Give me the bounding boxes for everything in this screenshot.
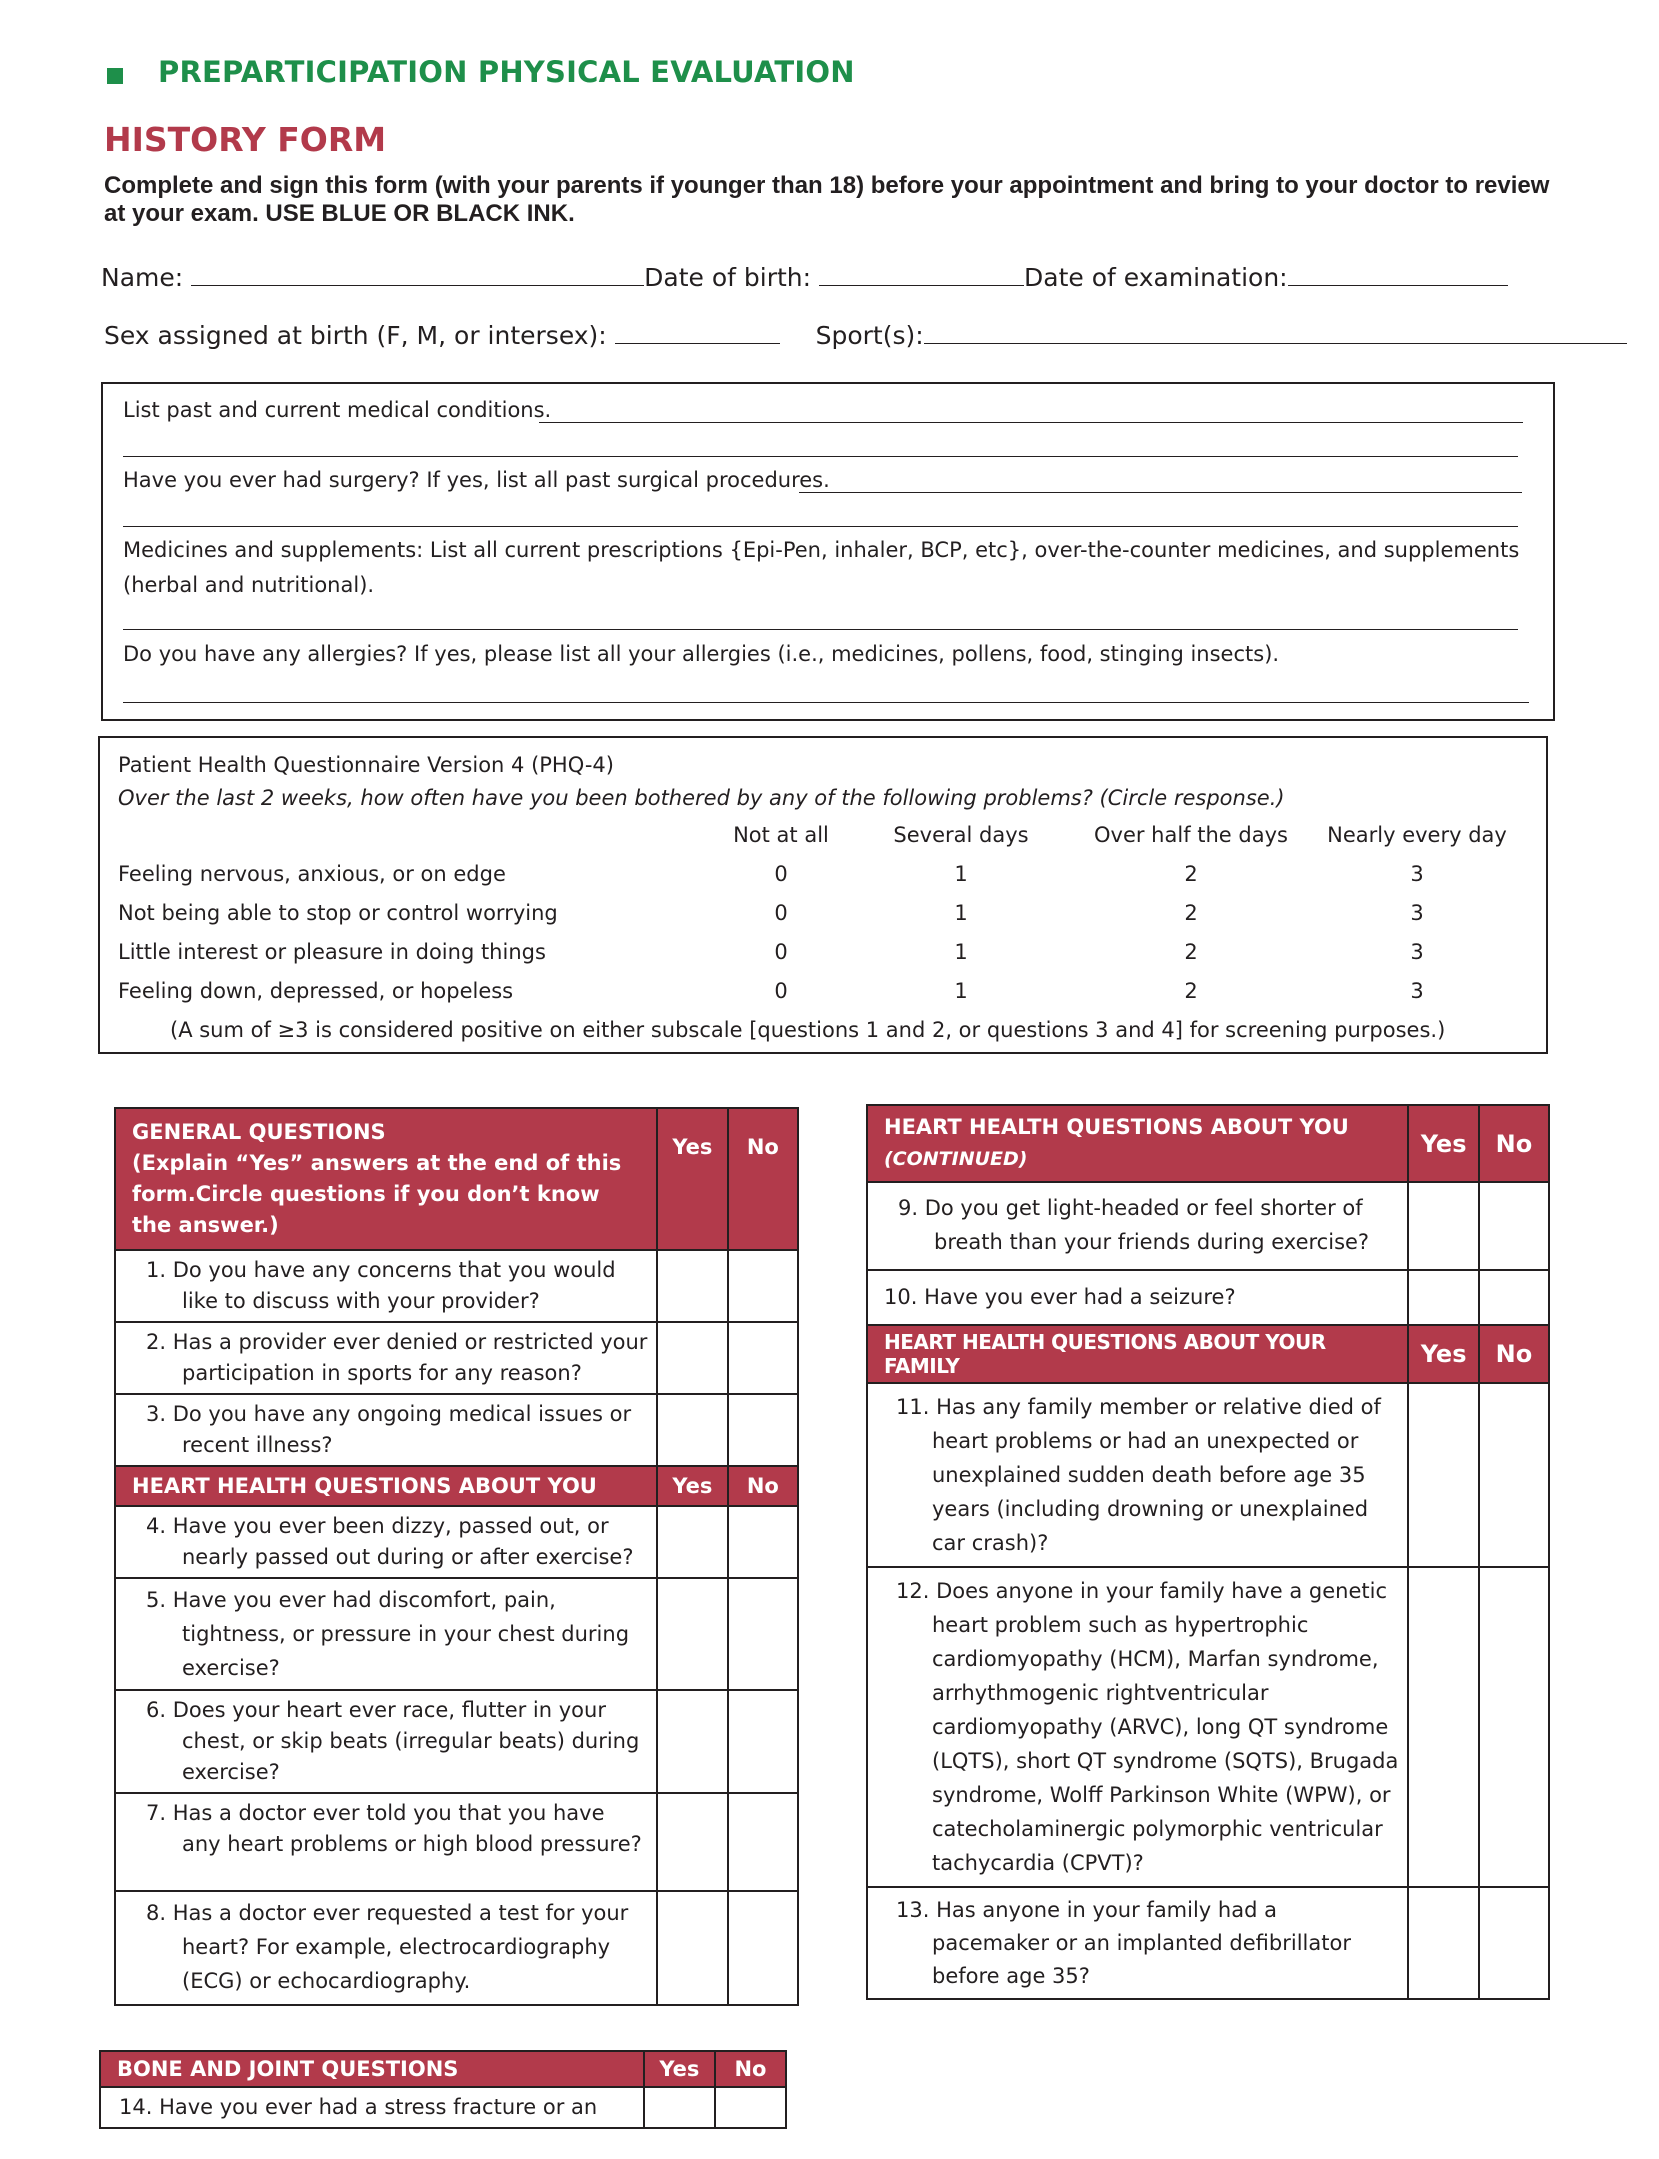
question-9: 9. Do you get light-headed or feel shorter of breath than your friends during exercise? — [867, 1182, 1408, 1270]
phq-score[interactable]: 2 — [1184, 862, 1198, 886]
no-checkbox[interactable] — [1479, 1182, 1549, 1270]
square-bullet-icon — [107, 68, 123, 84]
phq-score[interactable]: 1 — [954, 862, 968, 886]
phq-score[interactable]: 3 — [1410, 901, 1424, 925]
phq-score[interactable]: 1 — [954, 940, 968, 964]
no-header: No — [728, 1108, 798, 1250]
heart-family-header: HEART HEALTH QUESTIONS ABOUT YOUR FAMILY — [867, 1325, 1408, 1383]
heart-you-cont-header: HEART HEALTH QUESTIONS ABOUT YOU (CONTINUED) — [867, 1105, 1408, 1182]
phq-col-several-days: Several days — [893, 823, 1029, 847]
heart-family-table — [866, 1104, 1550, 2000]
phq-score[interactable]: 0 — [774, 901, 788, 925]
yes-checkbox[interactable] — [1408, 1887, 1479, 1999]
question-11: 11. Has any family member or relative died of heart problems or had an unexpected or unexplained sudden death before age 35 years (including drowning or unexplained car crash)? — [867, 1383, 1408, 1567]
question-14: 14. Have you ever had a stress fracture or an — [100, 2087, 644, 2128]
allergies-label: Do you have any allergies? If yes, please list all your allergies (i.e., medicines, pollens, food, stinging insects). — [123, 642, 1280, 666]
instructions: Complete and sign this form (with your parents if younger than 18) before your appointment and bring to your doctor to review at your exam. USE BLUE OR BLACK INK. — [104, 172, 1550, 227]
no-checkbox[interactable] — [1479, 1887, 1549, 1999]
conditions-line-2[interactable] — [123, 456, 1518, 457]
form-series-title: PREPARTICIPATION PHYSICAL EVALUATION — [158, 55, 855, 89]
phq-prompt: Over the last 2 weeks, how often have you been bothered by any of the following problems? (Circle response.) — [118, 786, 1285, 810]
phq-row-label: Not being able to stop or control worrying — [118, 901, 558, 925]
phq-score[interactable]: 3 — [1410, 862, 1424, 886]
bone-joint-table — [99, 2050, 787, 2129]
general-header-title: GENERAL QUESTIONS — [132, 1120, 386, 1144]
yes-checkbox[interactable] — [657, 1793, 728, 1891]
phq-title: Patient Health Questionnaire Version 4 (PHQ-4) — [118, 753, 614, 777]
question-10: 10. Have you ever had a seizure? — [867, 1270, 1408, 1325]
yes-checkbox[interactable] — [657, 1394, 728, 1466]
phq-score[interactable]: 1 — [954, 979, 968, 1003]
medicines-line[interactable] — [123, 629, 1518, 630]
dob-label: Date of birth: — [644, 263, 812, 292]
yes-checkbox[interactable] — [657, 1690, 728, 1793]
yes-checkbox[interactable] — [1408, 1270, 1479, 1325]
allergies-line[interactable] — [123, 702, 1529, 703]
yes-checkbox[interactable] — [644, 2087, 715, 2128]
phq-score[interactable]: 3 — [1410, 979, 1424, 1003]
general-header — [115, 1108, 657, 1250]
yes-checkbox[interactable] — [657, 1322, 728, 1394]
question-8: 8. Has a doctor ever requested a test for your heart? For example, electrocardiography (ECG) or echocardiography. — [115, 1891, 657, 2005]
question-6: 6. Does your heart ever race, flutter in your chest, or skip beats (irregular beats) during exercise? — [115, 1690, 657, 1793]
conditions-label: List past and current medical conditions. — [123, 398, 552, 422]
phq-col-over-half: Over half the days — [1094, 823, 1288, 847]
no-checkbox[interactable] — [728, 1690, 798, 1793]
phq-col-nearly-every-day: Nearly every day — [1327, 823, 1507, 847]
yes-header: Yes — [1408, 1105, 1479, 1182]
no-checkbox[interactable] — [728, 1394, 798, 1466]
phq-score[interactable]: 0 — [774, 940, 788, 964]
no-header: No — [715, 2051, 786, 2087]
medicines-label-cont: (herbal and nutritional). — [123, 573, 375, 597]
question-1: 1. Do you have any concerns that you would like to discuss with your provider? — [115, 1250, 657, 1322]
sex-field[interactable] — [615, 321, 780, 344]
phq-row-label: Little interest or pleasure in doing things — [118, 940, 546, 964]
no-checkbox[interactable] — [1479, 1567, 1549, 1887]
no-checkbox[interactable] — [728, 1322, 798, 1394]
phq-score[interactable]: 1 — [954, 901, 968, 925]
yes-checkbox[interactable] — [657, 1578, 728, 1690]
no-checkbox[interactable] — [728, 1506, 798, 1578]
name-row — [101, 263, 1508, 292]
question-12: 12. Does anyone in your family have a genetic heart problem such as hypertrophic cardiomyopathy (HCM), Marfan syndrome, arrhythmogenic rightventricular cardiomyopathy (ARVC), long QT syndrome (LQTS), short QT syndrome (SQTS), Brugada syndrome, Wolff Parkinson White (WPW), or catecholaminergic polymorphic ventricular tachycardia (CPVT)? — [867, 1567, 1408, 1887]
sport-field[interactable] — [924, 321, 1627, 344]
medicines-label: Medicines and supplements: List all current prescriptions {Epi-Pen, inhaler, BCP, etc}, over-the-counter medicines, and supplements — [123, 538, 1520, 562]
name-field[interactable] — [191, 263, 644, 286]
no-checkbox[interactable] — [1479, 1270, 1549, 1325]
yes-checkbox[interactable] — [657, 1891, 728, 2005]
page-title: HISTORY FORM — [104, 120, 387, 159]
phq-score[interactable]: 0 — [774, 862, 788, 886]
name-label: Name: — [101, 263, 184, 292]
no-checkbox[interactable] — [728, 1578, 798, 1690]
surgery-label: Have you ever had surgery? If yes, list all past surgical procedures. — [123, 468, 830, 492]
sex-sport-row — [104, 321, 1627, 350]
phq-score[interactable]: 3 — [1410, 940, 1424, 964]
yes-header: Yes — [644, 2051, 715, 2087]
yes-header: Yes — [657, 1108, 728, 1250]
exam-date-label: Date of examination: — [1024, 263, 1288, 292]
medical-history-box — [101, 382, 1555, 721]
yes-header: Yes — [657, 1466, 728, 1506]
sex-label: Sex assigned at birth (F, M, or intersex): — [104, 321, 607, 350]
yes-checkbox[interactable] — [1408, 1182, 1479, 1270]
question-3: 3. Do you have any ongoing medical issues or recent illness? — [115, 1394, 657, 1466]
yes-checkbox[interactable] — [1408, 1567, 1479, 1887]
general-heart-table — [114, 1107, 799, 2006]
dob-field[interactable] — [819, 263, 1024, 286]
no-checkbox[interactable] — [728, 1793, 798, 1891]
yes-header: Yes — [1408, 1325, 1479, 1383]
no-header: No — [1479, 1105, 1549, 1182]
phq-row-label: Feeling nervous, anxious, or on edge — [118, 862, 506, 886]
phq-col-not-at-all: Not at all — [733, 823, 829, 847]
heart-you-header: HEART HEALTH QUESTIONS ABOUT YOU — [115, 1466, 657, 1506]
no-header: No — [1479, 1325, 1549, 1383]
question-13: 13. Has anyone in your family had a pacemaker or an implanted defibrillator before age 35? — [867, 1887, 1408, 1999]
no-checkbox[interactable] — [728, 1891, 798, 2005]
yes-checkbox[interactable] — [657, 1250, 728, 1322]
yes-checkbox[interactable] — [657, 1506, 728, 1578]
general-header-note: (Explain “Yes” answers at the end of this form.Circle questions if you don’t know the answer.) — [132, 1151, 622, 1237]
conditions-line-1[interactable] — [539, 422, 1523, 423]
question-2: 2. Has a provider ever denied or restricted your participation in sports for any reason? — [115, 1322, 657, 1394]
question-4: 4. Have you ever been dizzy, passed out, or nearly passed out during or after exercise? — [115, 1506, 657, 1578]
no-checkbox[interactable] — [1479, 1383, 1549, 1567]
phq-score[interactable]: 2 — [1184, 901, 1198, 925]
sport-label: Sport(s): — [815, 321, 924, 350]
no-header: No — [728, 1466, 798, 1506]
no-checkbox[interactable] — [728, 1250, 798, 1322]
yes-checkbox[interactable] — [1408, 1383, 1479, 1567]
no-checkbox[interactable] — [715, 2087, 786, 2128]
phq-row-label: Feeling down, depressed, or hopeless — [118, 979, 514, 1003]
phq-note: (A sum of ≥3 is considered positive on either subscale [questions 1 and 2, or questions 3 and 4] for screening purposes.) — [170, 1018, 1446, 1042]
question-5: 5. Have you ever had discomfort, pain, tightness, or pressure in your chest during exercise? — [115, 1578, 657, 1690]
phq-score[interactable]: 2 — [1184, 940, 1198, 964]
exam-date-field[interactable] — [1288, 263, 1508, 286]
question-7: 7. Has a doctor ever told you that you have any heart problems or high blood pressure? — [115, 1793, 657, 1891]
surgery-line-1[interactable] — [799, 492, 1522, 493]
continued-label: (CONTINUED) — [884, 1148, 1028, 1170]
surgery-line-2[interactable] — [123, 526, 1518, 527]
bone-joint-header: BONE AND JOINT QUESTIONS — [100, 2051, 644, 2087]
phq4-box — [98, 736, 1548, 1054]
phq-score[interactable]: 2 — [1184, 979, 1198, 1003]
phq-score[interactable]: 0 — [774, 979, 788, 1003]
